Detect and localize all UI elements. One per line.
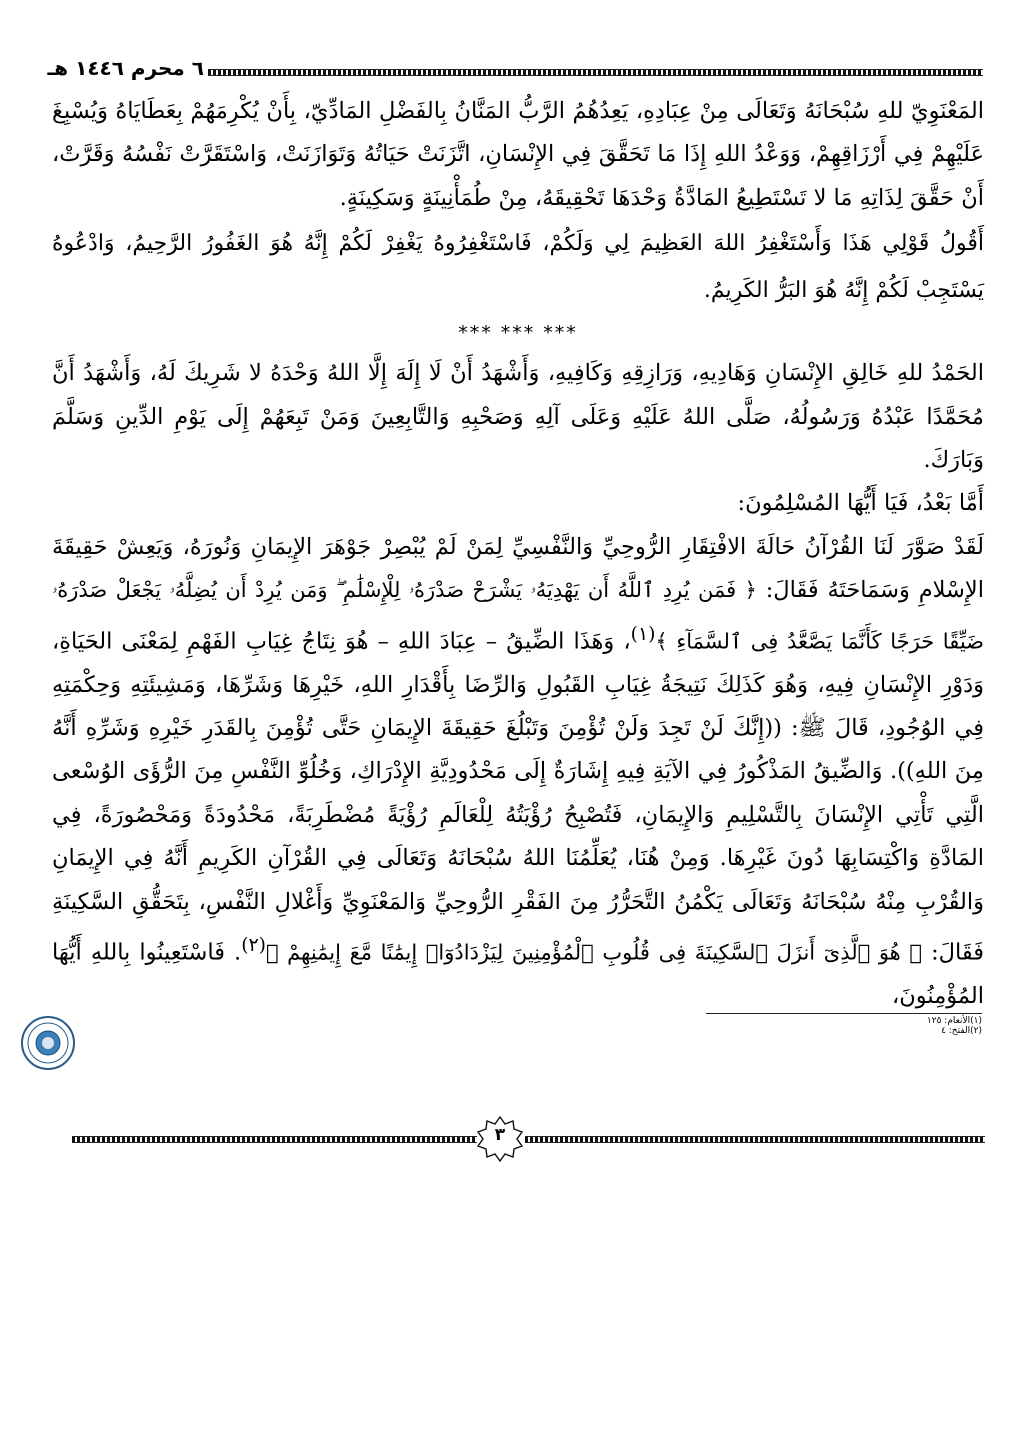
page-number: ٣	[494, 1125, 506, 1145]
section-separator: *** *** ***	[458, 322, 578, 345]
text-run: لَقَدْ صَوَّرَ لَنَا القُرْآنُ حَالَةَ الافْتِقَارِ الرُّوحِيِّ وَالنَّفْسِيِّ لِمَنْ لَمْ يُبْصِرْ جَوْهَرَ الإِيمَانِ وَنُورَهُ، وَيَعِشْ حَقِيقَةَ الإِسْلامِ وَسَمَاحَتَهُ فَقَالَ:	[52, 533, 984, 604]
paragraph: الحَمْدُ للهِ خَالِقِ الإِنْسَانِ وَهَادِيهِ، وَرَازِقِهِ وَكَافِيهِ، وَأَشْهَدُ أَنْ لَا إِلَهَ إِلَّا اللهُ وَحْدَهُ لا شَرِيكَ لَهُ، وَأَشْهَدُ أَنَّ مُحَمَّدًا عَبْدُهُ وَرَسُولُهُ، صَلَّى اللهُ عَلَيْهِ وَعَلَى آلِهِ وَصَحْبِهِ وَالتَّابِعِينَ وَمَنْ تَبِعَهُمْ إِلَى يَوْمِ الدِّينِ وَسَلَّمَ وَبَارَكَ.	[52, 360, 984, 474]
text-run: ، وَهَذَا الضِّيقُ – عِبَادَ اللهِ – هُوَ نِتَاجُ غِيَابِ الفَهْمِ لِمَعْنَى الحَيَاةِ، وَدَوْرِ الإِنْسَانِ فِيهِ، وَهُوَ كَذَلِكَ نَتِيجَةُ غِيَابِ القَبُولِ وَالرِّضَا بِأَقْدَارِ اللهِ، خَيْرِهَا وَشَرِّهَا، وَمَشِيئَتِهِ وَحِكْمَتِهِ فِي الوُجُودِ، قَالَ ﷺ: ((إِنَّكَ لَنْ تَجِدَ وَلَنْ تُؤْمِنَ وَتَبْلُغَ حَقِيقَةَ الإِيمَانِ حَتَّى تُؤْمِنَ بِالقَدَرِ خَيْرِهِ وَشَرِّهِ أَنَّهُ مِنَ اللهِ)). وَالضِّيقُ المَذْكُورُ فِي الآيَةِ فِيهِ إِشَارَةٌ إِلَى مَحْدُودِيَّةِ الإِدْرَاكِ، وَخُلُوِّ النَّفْسِ مِنَ الرُّؤَى الوُسْعى الَّتِي تَأْتِي الإِنْسَانَ بِالتَّسْلِيمِ وَالإِيمَانِ، فَتُصْبِحُ رُؤْيَتُهُ لِلْعَالَمِ رُؤْيَةً مُضْطَرِبَةً، مَحْدُودَةً وَمَحْصُورَةً، فِي المَادَّةِ وَاكْتِسَابِهَا دُونَ غَيْرِهَا. وَمِنْ هُنَا، يُعَلِّمُنَا اللهُ سُبْحَانَهُ وَتَعَالَى فِي القُرْآنِ الكَرِيمِ أَنَّهُ فِي الإِيمَانِ وَالقُرْبِ مِنْهُ سُبْحَانَهُ وَتَعَالَى يَكْمُنُ التَّحَرُّرُ مِنَ الفَقْرِ الرُّوحِيِّ وَالمَعْنَوِيِّ وَأَغْلالِ النَّفْسِ، بِتَحَقُّقِ السَّكِينَةِ فَقَالَ:	[52, 628, 984, 966]
footnote-rule	[706, 1013, 982, 1014]
footnote: (١)الأنعام: ١٢٥	[926, 1016, 982, 1026]
text-run: . فَاسْتَعِينُوا بِاللهِ أَيُّهَا المُؤْمِنُونَ،	[52, 939, 984, 1009]
footnote: (٢)الفتح: ٤	[941, 1026, 982, 1036]
footer-rule-right	[525, 1136, 985, 1143]
footnote-marker: (٢)	[241, 935, 266, 956]
quran-verse: ﴿ هُوَ ٱلَّذِىٓ أَنزَلَ ٱلسَّكِينَةَ فِى قُلُوبِ ٱلْمُؤْمِنِينَ لِيَزْدَادُوٓا۟ إِيمَٰنًا مَّعَ إِيمَٰنِهِمْ ﴾	[265, 940, 922, 965]
header-rule	[208, 69, 983, 76]
footnotes	[706, 1016, 982, 1036]
closing-supplication: أَقُولُ قَوْلِي هَذَا وَأَسْتَغْفِرُ اللهَ العَظِيمَ لِي وَلَكُمْ، فَاسْتَغْفِرُوهُ يَغْفِرْ لَكُمْ إِنَّهُ هُوَ الغَفُورُ الرَّحِيمُ، وَادْعُوهُ يَسْتَجِبْ لَكُمْ إِنَّهُ هُوَ البَرُّ الكَرِيمُ.	[52, 231, 984, 304]
quran-verse: ﴿ فَمَن يُرِدِ ٱللَّهُ أَن يَهْدِيَهُۥ يَشْرَحْ صَدْرَهُۥ لِلْإِسْلَٰمِ ۖ وَمَن يُرِدْ أَن يُضِلَّهُۥ يَجْعَلْ صَدْرَهُۥ ضَيِّقًا حَرَجًا كَأَنَّمَا يَصَّعَّدُ فِى ٱلسَّمَآءِ ﴾	[52, 578, 984, 654]
header-date: ٦ محرم ١٤٤٦ هـ	[47, 56, 204, 80]
paragraph: المَعْنَوِيّ للهِ سُبْحَانَهُ وَتَعَالَى مِنْ عِبَادِهِ، يَعِدُهُمُ الرَّبُّ المَنَّانُ بِالفَضْلِ المَادِّيّ، بِأَنْ يُكْرِمَهُمْ بِعَطَايَاهُ وَيُسْبِغَ عَلَيْهِمْ فِي أَرْزَاقِهِمْ، وَوَعْدُ اللهِ إِذَا مَا تَحَقَّقَ فِي الإِنْسَانِ، اتَّزَنَتْ حَيَاتُهُ وَتَوَازَنَتْ، وَاسْتَقَرَّتْ نَفْسُهُ وَقَرَّتْ، أَنْ حَقَّقَ لِذَاتِهِ مَا لا تَسْتَطِيعُ المَادَّةُ وَحْدَهَا تَحْقِيقَهُ، مِنْ طُمَأْنِينَةٍ وَسَكِينَةٍ.	[52, 98, 984, 211]
sermon-body	[52, 90, 984, 1018]
footer-rule-left	[72, 1136, 477, 1143]
ministry-seal-icon	[20, 1015, 76, 1071]
paragraph: أَمَّا بَعْدُ، فَيَا أَيُّهَا المُسْلِمُونَ:	[737, 490, 984, 517]
footnote-marker: (١)	[630, 623, 656, 645]
paragraph	[52, 526, 984, 1018]
